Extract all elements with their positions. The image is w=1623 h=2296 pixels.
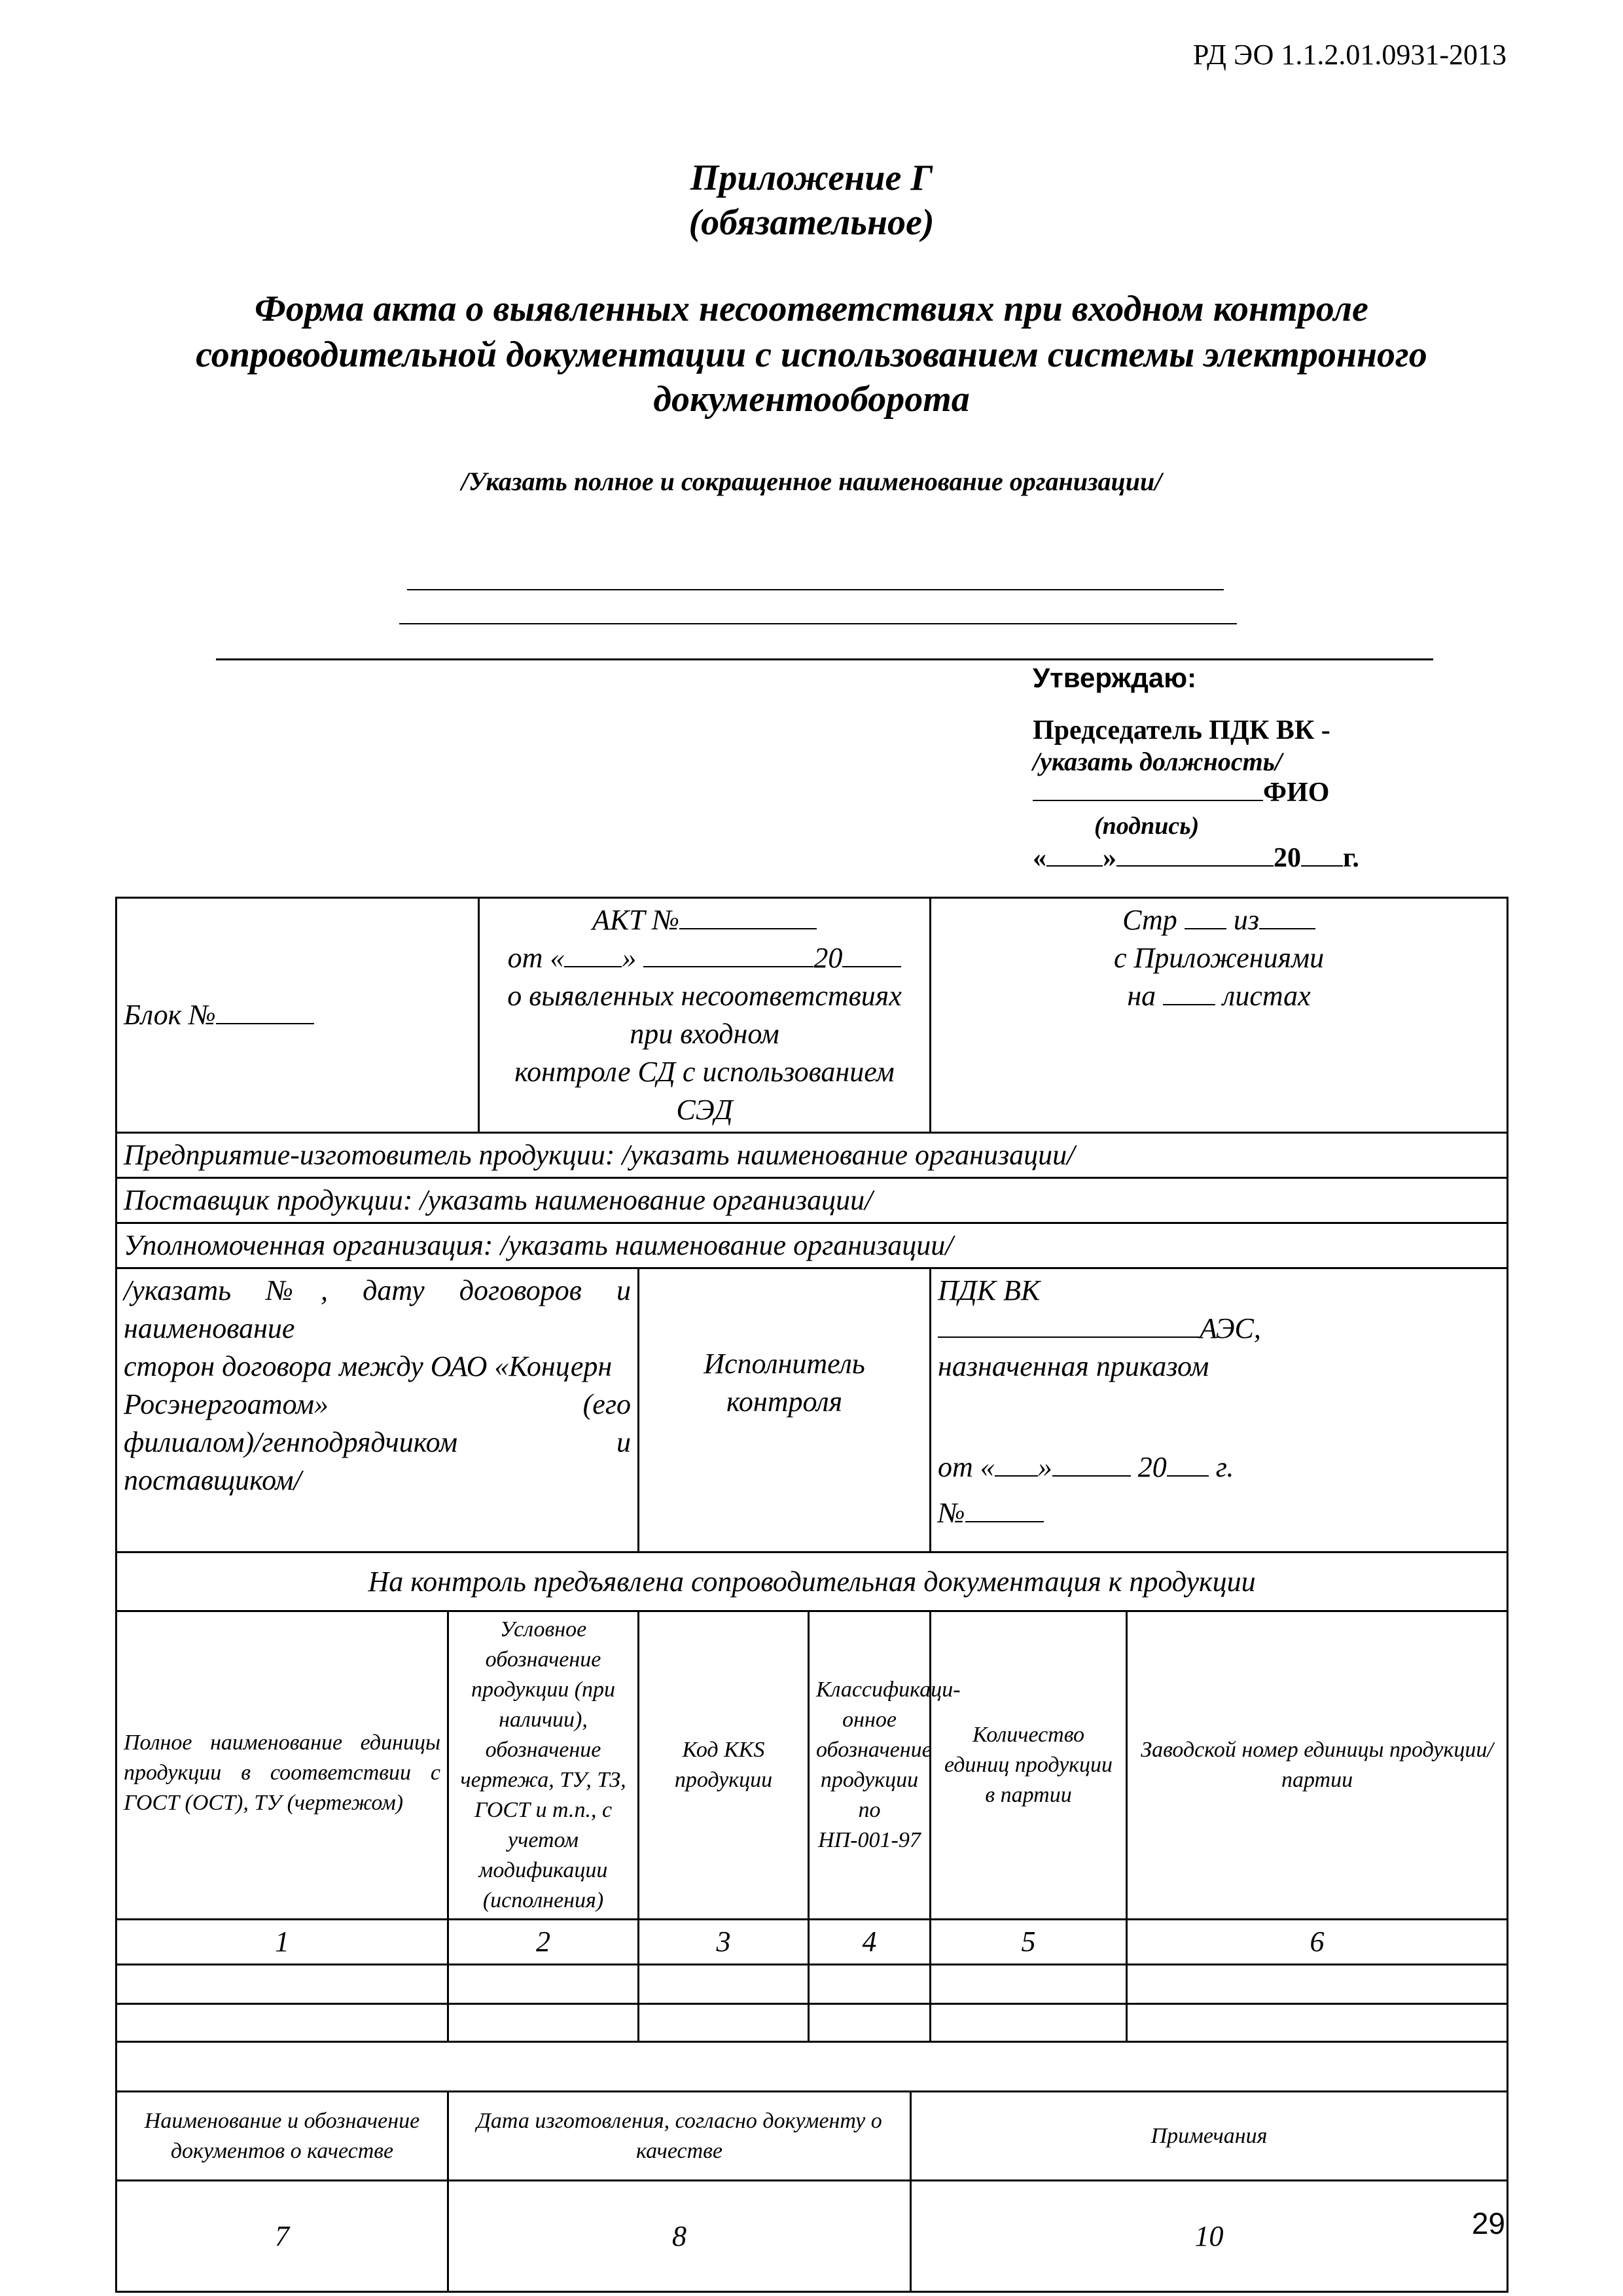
doc-number-8: 8 bbox=[448, 2181, 911, 2292]
col-header-classification: Классификаци-онное обозначение продукции по НП-001-97 bbox=[809, 1611, 931, 1920]
block-cell bbox=[116, 898, 479, 1133]
page-count: Стр из bbox=[938, 901, 1500, 939]
col-number-6: 6 bbox=[1127, 1920, 1508, 1965]
form-title-line-3: документооборота bbox=[653, 379, 970, 420]
table-cell bbox=[448, 2004, 639, 2042]
position-hint: /указать должность/ bbox=[1033, 747, 1283, 776]
contracts-cell bbox=[116, 1268, 639, 1552]
doc-header-manufacture-date: Дата изготовления, согласно документу о качестве bbox=[448, 2092, 911, 2181]
annexes-label: с Приложениями bbox=[1113, 942, 1325, 974]
col-header-quantity: Количество единиц продукции в партии bbox=[931, 1611, 1127, 1920]
signature-caption: (подпись) bbox=[1094, 812, 1200, 840]
pdk-label: ПДК ВК bbox=[938, 1274, 1041, 1306]
contracts-line-2: сторон договора между ОАО «Концерн bbox=[124, 1350, 613, 1382]
approval-date bbox=[1033, 842, 1359, 874]
table-row bbox=[116, 2004, 1508, 2042]
org-name-line-1 bbox=[407, 589, 1224, 590]
approval-label: Утверждаю: bbox=[1033, 662, 1197, 693]
table-cell bbox=[639, 1965, 809, 2004]
col-number-2: 2 bbox=[448, 1920, 639, 1965]
act-date: от « » 20 bbox=[486, 939, 923, 977]
chairman-label: Председатель ПДК ВК - bbox=[1033, 715, 1330, 745]
col-header-designation: Условное обозначение продукции (при наличии), обозначение чертежа, ТУ, ТЗ, ГОСТ и т.п., с учетом модификации (исполнения) bbox=[448, 1611, 639, 1920]
date-year-prefix: 20 bbox=[1274, 843, 1301, 873]
act-number: АКТ № bbox=[486, 901, 923, 939]
doc-number-10: 10 bbox=[911, 2181, 1508, 2292]
table-cell bbox=[448, 1965, 639, 2004]
doc-header-quality-docs: Наименование и обозначение документов о качестве bbox=[116, 2092, 448, 2181]
pages-cell bbox=[931, 898, 1508, 1133]
org-name-line-3 bbox=[216, 658, 1433, 660]
contracts-line-3: Росэнергоатом» (его bbox=[124, 1388, 631, 1420]
table-cell bbox=[639, 2004, 809, 2042]
table-cell bbox=[116, 2004, 448, 2042]
block-label: Блок № bbox=[124, 999, 216, 1031]
date-quote-open: « bbox=[1033, 843, 1046, 873]
col-header-kks-code: Код KKS продукции bbox=[639, 1611, 809, 1920]
executor-cell bbox=[639, 1268, 931, 1552]
col-header-full-name: Полное наименование единицы продукции в соответствии с ГОСТ (ОСТ), ТУ (чертежом) bbox=[116, 1611, 448, 1920]
act-cell bbox=[479, 898, 931, 1133]
col-number-4: 4 bbox=[809, 1920, 931, 1965]
contracts-line-4: филиалом)/генподрядчиком и поставщиком/ bbox=[124, 1426, 631, 1496]
supplier-row: Поставщик продукции: /указать наименование организации/ bbox=[116, 1178, 1508, 1223]
table-row bbox=[116, 1965, 1508, 2004]
table-cell bbox=[1127, 1965, 1508, 2004]
appointed-label: назначенная приказом bbox=[938, 1350, 1209, 1382]
date-quote-close: » bbox=[1103, 843, 1116, 873]
page-number: 29 bbox=[1471, 2206, 1505, 2240]
table-cell bbox=[931, 1965, 1127, 2004]
aes-line: АЭС, bbox=[938, 1310, 1500, 1348]
col-number-3: 3 bbox=[639, 1920, 809, 1965]
contracts-line-1: /указать №, дату договоров и наименование bbox=[124, 1274, 631, 1344]
doc-number-7: 7 bbox=[116, 2181, 448, 2292]
doc-header-notes: Примечания bbox=[911, 2092, 1508, 2181]
col-number-1: 1 bbox=[116, 1920, 448, 1965]
executor-label: Исполнитель контроля bbox=[704, 1348, 865, 1418]
table-cell bbox=[116, 1965, 448, 2004]
signature-line bbox=[1033, 776, 1329, 808]
org-name-line-2 bbox=[399, 623, 1237, 624]
authorized-org-row: Уполномоченная организация: /указать наименование организации/ bbox=[116, 1223, 1508, 1268]
submitted-docs-row: На контроль предъявлена сопроводительная документация к продукции bbox=[116, 1552, 1508, 1611]
organization-hint: /Указать полное и сокращенное наименование организации/ bbox=[461, 467, 1162, 496]
fio-label: ФИО bbox=[1263, 778, 1330, 808]
spacer-row bbox=[116, 2042, 1508, 2092]
act-form-table bbox=[115, 897, 1508, 2293]
table-cell bbox=[809, 2004, 931, 2042]
table-cell bbox=[809, 1965, 931, 2004]
col-header-serial-number: Заводской номер единицы продукции/ партии bbox=[1127, 1611, 1508, 1920]
table-cell bbox=[1127, 2004, 1508, 2042]
act-description-1: о выявленных несоответствиях при входном bbox=[507, 980, 902, 1050]
form-title-line-2: сопроводительной документации с использованием системы электронного bbox=[196, 334, 1427, 375]
manufacturer-row: Предприятие-изготовитель продукции: /указать наименование организации/ bbox=[116, 1133, 1508, 1178]
document-code: РД ЭО 1.1.2.01.0931-2013 bbox=[1192, 39, 1507, 71]
annex-sheets: на листах bbox=[1127, 980, 1311, 1012]
appendix-status: (обязательное) bbox=[688, 202, 935, 243]
act-description-2: контроле СД с использованием СЭД bbox=[514, 1056, 895, 1126]
table-cell bbox=[931, 2004, 1127, 2042]
appendix-title: Приложение Г bbox=[690, 158, 933, 198]
date-year-suffix: г. bbox=[1343, 843, 1359, 873]
order-date: от « » 20 г. bbox=[938, 1451, 1234, 1483]
form-title-line-1: Форма акта о выявленных несоответствиях при входном контроле bbox=[255, 289, 1368, 329]
order-number: № bbox=[938, 1494, 1500, 1532]
col-number-5: 5 bbox=[931, 1920, 1127, 1965]
pdk-cell bbox=[931, 1268, 1508, 1552]
